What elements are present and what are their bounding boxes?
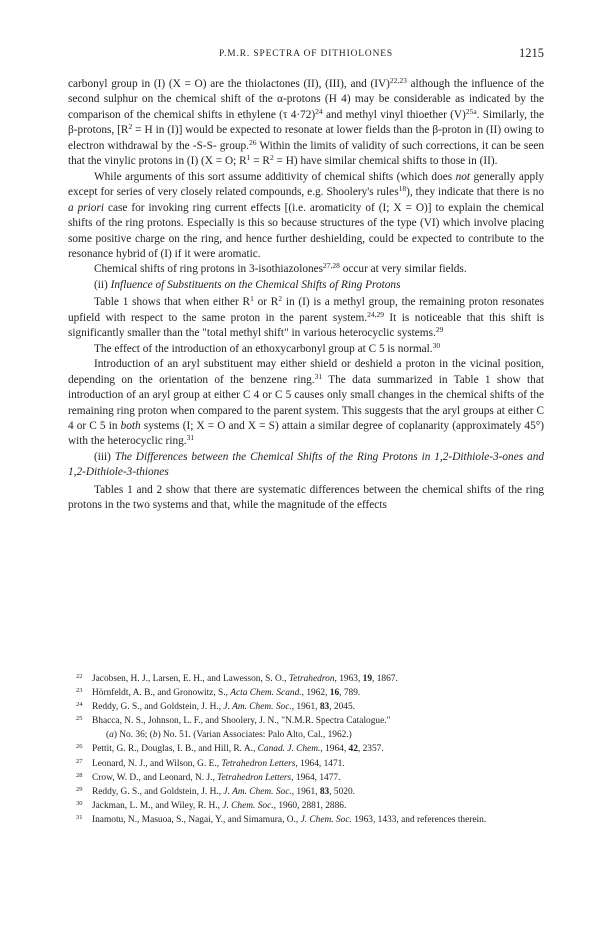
text-run: While arguments of this sort assume additivity of chemical shifts (which does: [94, 170, 456, 183]
text-run: or R: [253, 296, 279, 309]
superscript: 2: [269, 153, 274, 163]
text-run: carbonyl group in (I) (X = O) are the thiolactones (II), (III), and (IV): [68, 78, 390, 90]
page-number: 1215: [519, 46, 544, 60]
reference-item: $^{29}$ Reddy, G. S., and Goldstein, J. H., J. Am. Chem. Soc., 1961, 83, 5020.: [68, 785, 544, 799]
volume: 16: [329, 688, 340, 699]
reference-item: $^{22}$ Jacobsen, H. J., Larsen, E. H., and Lawesson, S. O., Tetrahedron, 1963, 19, 1867.: [68, 672, 544, 686]
citation-sup: 25a: [465, 106, 477, 116]
text-run: and methyl vinyl thioether (V): [322, 108, 466, 121]
superscript: 2: [128, 122, 133, 132]
text-run: = R: [250, 155, 270, 168]
reference-number: 30: [76, 799, 83, 807]
reference-number: 22: [76, 673, 83, 680]
volume: 42: [348, 744, 358, 755]
text-run: The data summarized in Table 1 show that introduction of an aryl group at either C 4 or C 5 causes only small changes in the chemical shifts of the remaining ring proton when compared to the parent system. This suggests that the aryl groups at either C 4 or C 5 in: [68, 373, 544, 432]
reference-number: 31: [76, 813, 83, 821]
citation-sup: 31: [314, 371, 323, 381]
reference-item: $^{28}$ Crow, W. D., and Leonard, N. J., Tetrahedron Letters, 1964, 1477.: [68, 771, 544, 785]
journal-name: Acta Chem. Scand.: [230, 688, 302, 699]
body-text: [68, 77, 544, 514]
citation-sup: 24: [315, 106, 323, 116]
reference-item: $^{23}$ Hörnfeldt, A. B., and Gronowitz, S., Acta Chem. Scand., 1962, 16, 789.: [68, 686, 544, 700]
journal-name: J. Chem. Soc.: [222, 800, 274, 811]
text-run: Chemical shifts of ring protons in 3-isothiazolones: [94, 263, 324, 276]
volume: 19: [362, 674, 373, 684]
paragraph-isothiazolones: [68, 262, 544, 277]
text-run: although the influence of the second sulphur on the chemical shift of the α-protons (H 4) may be considerable as indicated by the comparison of the chemical shifts in ethylene (τ 4·72): [68, 78, 544, 121]
reference-item: $^{26}$ Pettit, G. R., Douglas, I. B., and Hill, R. A., Canad. J. Chem., 1964, 42, 2357.: [68, 742, 544, 756]
text-run: case for invoking ring current effects [(i.e. aromaticity of (I; X = O)] to explain the chemical shifts of the ring protons. Especially is this so because structures of the type (VI) which involve placing some positive charge on the ring, and hence further deshielding, could be expected to contribute to the resonance hybrid of (I) if it were aromatic.: [68, 201, 544, 260]
emphasis: not: [455, 170, 471, 183]
paragraph-additivity: [68, 170, 544, 263]
reference-item: $^{30}$ Jackman, L. M., and Wiley, R. H., J. Chem. Soc., 1960, 2881, 2886.: [68, 799, 544, 813]
text-run: = H) have similar chemical shifts to those in (II).: [273, 155, 498, 168]
reference-item: $^{31}$ Inamotu, N., Masuoa, S., Nagai, Y., and Simamura, O., J. Chem. Soc. 1963, 1433, and references therein.: [68, 813, 544, 827]
reference-number: 26: [76, 743, 83, 751]
citation-sup: 30: [432, 340, 441, 350]
text-run: . Similarly, the β-protons, [R: [68, 108, 544, 137]
citation-sup: 26: [248, 137, 257, 147]
paragraph-differences: Tables 1 and 2 show that there are systematic differences between the chemical shifts of the ring protons in the two systems and that, while the magnitude of the effects: [68, 483, 544, 512]
journal-name: Canad. J. Chem.: [257, 744, 321, 755]
text-run: systems (I; X = O and X = S) attain a similar degree of coplanarity (approximately 45°) with the heterocyclic ring.: [68, 419, 544, 448]
text-run: ), they indicate that there is no: [406, 186, 544, 199]
running-head: [68, 46, 544, 62]
section-title: The Differences between the Chemical Shifts of the Ring Protons in 1,2-Dithiole-3-ones and 1,2-Dithiole-3-thiones: [68, 450, 545, 479]
citation-sup: 27,28: [323, 261, 340, 271]
emphasis: a priori: [68, 201, 104, 214]
volume: 83: [319, 786, 330, 797]
citation-sup: 24,29: [367, 309, 384, 319]
reference-number: 25: [76, 715, 83, 723]
emphasis: both: [120, 419, 141, 432]
superscript: 2: [278, 294, 283, 304]
journal-name: Tetrahedron Letters: [217, 772, 292, 783]
text-run: generally apply except for series of very closely related compounds, e.g. Shoolery's rules: [68, 170, 544, 199]
reference-item: $^{24}$ Reddy, G. S., and Goldstein, J. H., J. Am. Chem. Soc., 1961, 83, 2045.: [68, 700, 544, 714]
paragraph-aryl: [68, 357, 544, 450]
text-run: in (I) is a methyl group, the remaining proton resonates upfield with respect to the same proton in the parent system.: [68, 296, 545, 324]
journal-name: J. Am. Chem. Soc.: [223, 702, 292, 713]
reference-item: $^{25}$ Bhacca, N. S., Johnson, L. F., and Shoolery, J. N., "N.M.R. Spectra Catalogue.": [68, 714, 544, 728]
text-run: occur at very similar fields.: [339, 263, 467, 276]
journal-name: Tetrahedron Letters: [221, 758, 296, 769]
superscript: 1: [246, 153, 251, 163]
citation-sup: 22,23: [389, 76, 407, 85]
superscript: 1: [250, 294, 254, 304]
section-heading-iii: [68, 450, 544, 481]
reference-number: 28: [76, 771, 83, 779]
text-run: The effect of the introduction of an ethoxycarbonyl group at C 5 is normal.: [94, 342, 433, 355]
running-title: P.M.R. SPECTRA OF DITHIOLONES: [218, 49, 394, 59]
reference-number: 29: [76, 785, 83, 793]
reference-item: $^{27}$ Leonard, N. J., and Wilson, G. E., Tetrahedron Letters, 1964, 1471.: [68, 757, 544, 771]
text-run: Within the limits of validity of such corrections, it can be seen that the vinylic protons in (I) (X = O; R: [68, 139, 544, 168]
citation-sup: 31: [186, 433, 195, 443]
text-run: Introduction of an aryl substituent may either shield or deshield a proton in the vicinal position, depending on the orientation of the benzene ring.: [68, 358, 544, 386]
reference-list: [68, 672, 544, 827]
text-run: It is noticeable that this shift is significantly smaller than the "total methyl shift" in various heterocyclic systems.: [68, 311, 544, 340]
text-run: Table 1 shows that when either R: [94, 296, 251, 309]
text-run: = H in (I)] would be expected to resonate at lower fields than the β-proton in (II) owing to electron withdrawal by the -S-S- group.: [68, 124, 544, 152]
volume: 83: [319, 702, 330, 713]
reference-continuation: (a) No. 36; (b) No. 51. (Varian Associates: Palo Alto, Cal., 1962.): [106, 730, 352, 741]
citation-sup: 18: [398, 184, 407, 194]
journal-name: J. Chem. Soc.: [300, 814, 352, 825]
section-number: (ii): [94, 278, 111, 291]
journal-name: J. Am. Chem. Soc.: [223, 786, 292, 797]
reference-number: 23: [76, 687, 83, 695]
citation-sup: 29: [435, 325, 444, 335]
paragraph-ethoxycarbonyl: [68, 342, 544, 357]
section-number: (iii): [94, 450, 115, 463]
section-title: Influence of Substituents on the Chemical Shifts of Ring Protons: [110, 278, 401, 291]
reference-number: 27: [76, 757, 83, 765]
paragraph-thiolactones: [68, 77, 544, 170]
section-heading-ii: [68, 278, 544, 293]
journal-name: Tetrahedron: [288, 674, 335, 684]
reference-number: 24: [76, 701, 83, 709]
paragraph-methyl: [68, 295, 544, 341]
